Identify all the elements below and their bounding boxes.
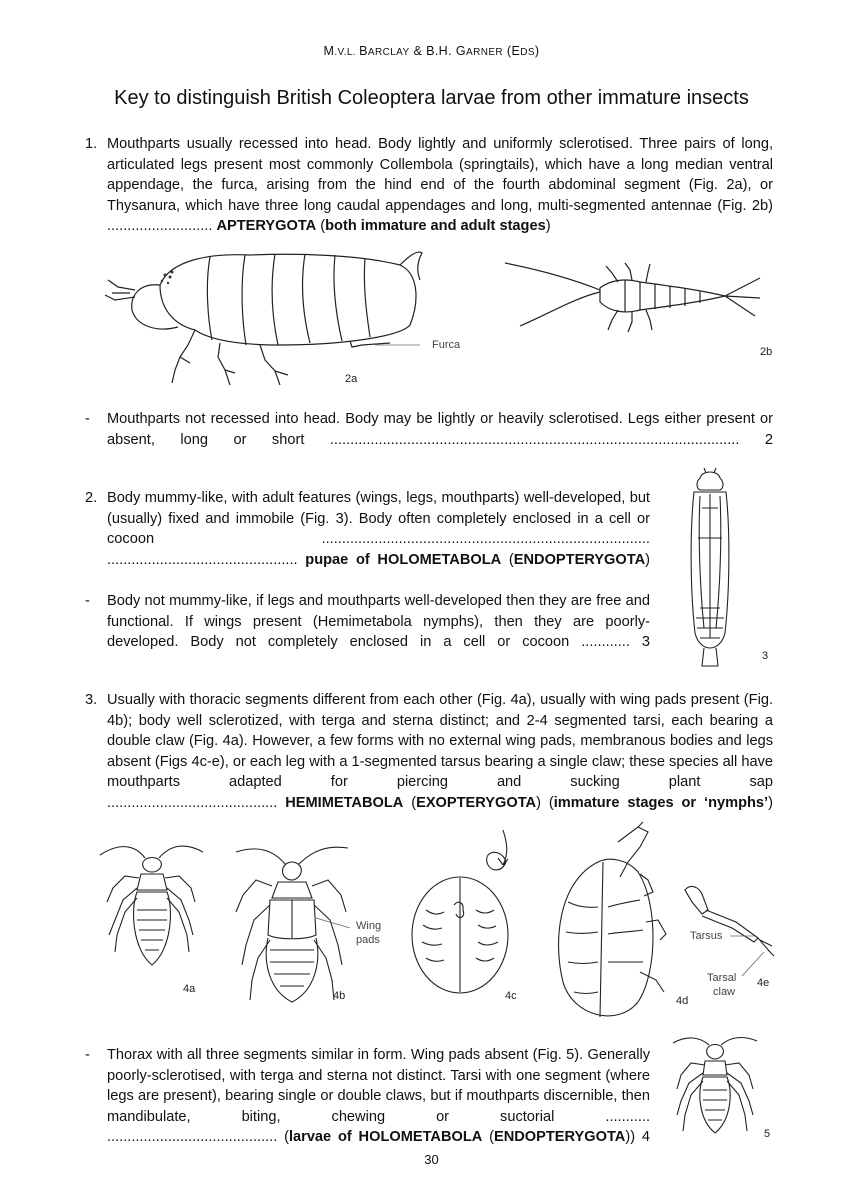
nymph-oval-body [559, 859, 653, 1016]
furca-label: Furca [432, 339, 461, 351]
entry-result: pupae of HOLOMETABOLA [305, 551, 502, 568]
figure-4a-label: 4a [183, 983, 196, 995]
figure-4a-nymph [95, 840, 210, 980]
figure-4e-label: 4e [757, 977, 770, 989]
figure-5-larva [665, 1035, 765, 1145]
key-entry-1: 1. Mouthparts usually recessed into head. Body lightly and uniformly sclerotised. Three pairs of long, articulated legs present most commonly Collembola (springtails), which have a long median ventral appendage, the furca, arising from the hind end of the fourth abdominal segment (Fig. 2a), or Thysanura, which have three long caudal appendages and long, multi-segmented antennae (Fig. 2b) .......................... APTERYGOTA (both immature and adult stages) [85, 136, 773, 234]
entry-number: 2. [85, 490, 98, 506]
entry-text: Body not mummy-like, if legs and mouthparts well-developed then they are free and functional. If wings present (Hemimetabola nymphs), then they are poorly-developed. Body not completely enclosed in a cell or cocoon ............ 3 [107, 593, 650, 650]
entry-result: larvae of HOLOMETABOLA [288, 1129, 483, 1145]
caudal-appendage [725, 278, 760, 316]
figure-4b-nymph [228, 840, 358, 1012]
tarsal-label: Tarsal [707, 972, 737, 984]
pads-label: pads [356, 934, 380, 946]
entry-result: HEMIMETABOLA [285, 794, 404, 811]
figure-4e-leg [680, 880, 780, 965]
entry-result: APTERYGOTA [216, 218, 317, 234]
silverfish-body [600, 280, 725, 312]
entry-text: Thorax with all three segments similar in form. Wing pads absent (Fig. 5). Generally poorly-sclerotised, with terga and sterna not distinct. Tarsi with one segment (where legs are present), bearing single or double claws, but if mouthparts discernible, then mandibulate, biting, chewing or suctorial ........... [107, 1047, 650, 1125]
figure-5-label: 5 [764, 1128, 771, 1140]
key-entry-3: 3. Usually with thoracic segments different from each other (Fig. 4a), usually with wing pads present (Fig. 4b); body well sclerotized, with terga and sterna distinct; and 2-4 segmented tarsi, each bearing a double claw (Fig. 4a). However, a few forms with no external wing pads, membranous bodies and legs absent (Figs 4c-e), or each leg with a 1-segmented tarsus bearing a single claw; these species all have mouthparts adapted for piercing and sucking plant sap .......................................... HEMIMETABOLA (EXOPTERYGOTA) (immature stages or ‘nymphs’) [85, 692, 773, 811]
key-entry-2: 2. Body mummy-like, with adult features (wings, legs, mouthparts) well-developed, but (usually) fixed and immobile (Fig. 3). Body often completely enclosed in a cell or cocoon ................................................................................. ............................................... pupae of HOLOMETABOLA (ENDOPTERYGOTA) [85, 490, 650, 568]
figure-4c-scale-nymph [408, 830, 533, 1000]
entry-text: Body mummy-like, with adult features (wings, legs, mouthparts) well-developed, but (usually) fixed and immobile (Fig. 3). Body often completely enclosed in a cell or cocoon ................................................................................. [107, 490, 650, 547]
springtail-head [132, 285, 178, 329]
leg-femur [685, 887, 708, 914]
figure-2b-label: 2b [760, 346, 773, 358]
wing-label: Wing [356, 920, 382, 932]
figure-3-label: 3 [762, 650, 769, 662]
entry-text: Mouthparts not recessed into head. Body may be lightly or heavily sclerotised. Legs either present or absent, long or short ..................................................................................................... 2 [107, 411, 773, 448]
figure-2a-springtail [100, 245, 460, 395]
entry-text: Mouthparts usually recessed into head. Body lightly and uniformly sclerotised. Three pairs of long, articulated legs present most commonly Collembola (springtails), which have a long median ventral appendage, the furca, arising from the hind end of the fourth abdominal segment (Fig. 2a), or Thysanura, which have three long caudal appendages and long, multi-segmented antennae (Fig. 2b) .......................... [107, 136, 773, 234]
springtail-antenna [105, 280, 135, 300]
claw-label: claw [713, 986, 736, 998]
springtail-leg [172, 330, 195, 383]
entry-number: 1. [85, 136, 98, 152]
page-number: 30 [424, 1152, 439, 1167]
tarsal-claw [758, 938, 774, 956]
page-title: Key to distinguish British Coleoptera larvae from other immature insects [114, 87, 749, 109]
running-header: M.V.L. BARCLAY & B.H. GARNER (EDS) [323, 44, 540, 58]
nymph-abdomen [134, 892, 171, 965]
key-entry-1-alt: - Mouthparts not recessed into head. Body may be lightly or heavily sclerotised. Legs either present or absent, long or short ..................................................................................................... 2 [85, 409, 773, 450]
figure-3-pupa [680, 468, 740, 673]
key-entry-2-alt: - Body not mummy-like, if legs and mouthparts well-developed then they are free and functional. If wings present (Hemimetabola nymphs), then they are poorly-developed. Body not completely enclosed in a cell or cocoon ............ 3 [85, 591, 650, 653]
figure-2a-label: 2a [345, 373, 358, 385]
antenna [505, 263, 600, 290]
entry-text: Usually with thoracic segments different from each other (Fig. 4a), usually with wing pads present (Fig. 4b); body well sclerotized, with terga and sterna distinct; and 2-4 segmented tarsi, each bearing a double claw (Fig. 4a). However, a few forms with no external wing pads, membranous bodies and legs absent (Figs 4c-e), or each leg with a 1-segmented tarsus bearing a single claw; these species all have mouthparts adapted for piercing and sucking plant sap [107, 692, 773, 790]
key-entry-3-alt: - Thorax with all three segments similar in form. Wing pads absent (Fig. 5). Generally poorly-sclerotised, with terga and sterna not distinct. Tarsi with one segment (where legs are present), bearing single or double claws, but if mouthparts discernible, then mandibulate, biting, chewing or suctorial ........... .......................................... (larvae of HOLOMETABOLA (ENDOPTERYGOTA)) 4 [85, 1047, 650, 1145]
figure-4d-nymph [548, 822, 678, 1032]
figure-2b-silverfish [500, 258, 760, 343]
figure-4d-label: 4d [676, 995, 689, 1007]
tarsus-label: Tarsus [690, 930, 723, 942]
figure-4b-label: 4b [333, 990, 346, 1002]
springtail-body [160, 254, 416, 345]
entry-number: 3. [85, 692, 98, 708]
larva-abdomen [700, 1077, 730, 1133]
figure-4c-label: 4c [505, 990, 517, 1002]
